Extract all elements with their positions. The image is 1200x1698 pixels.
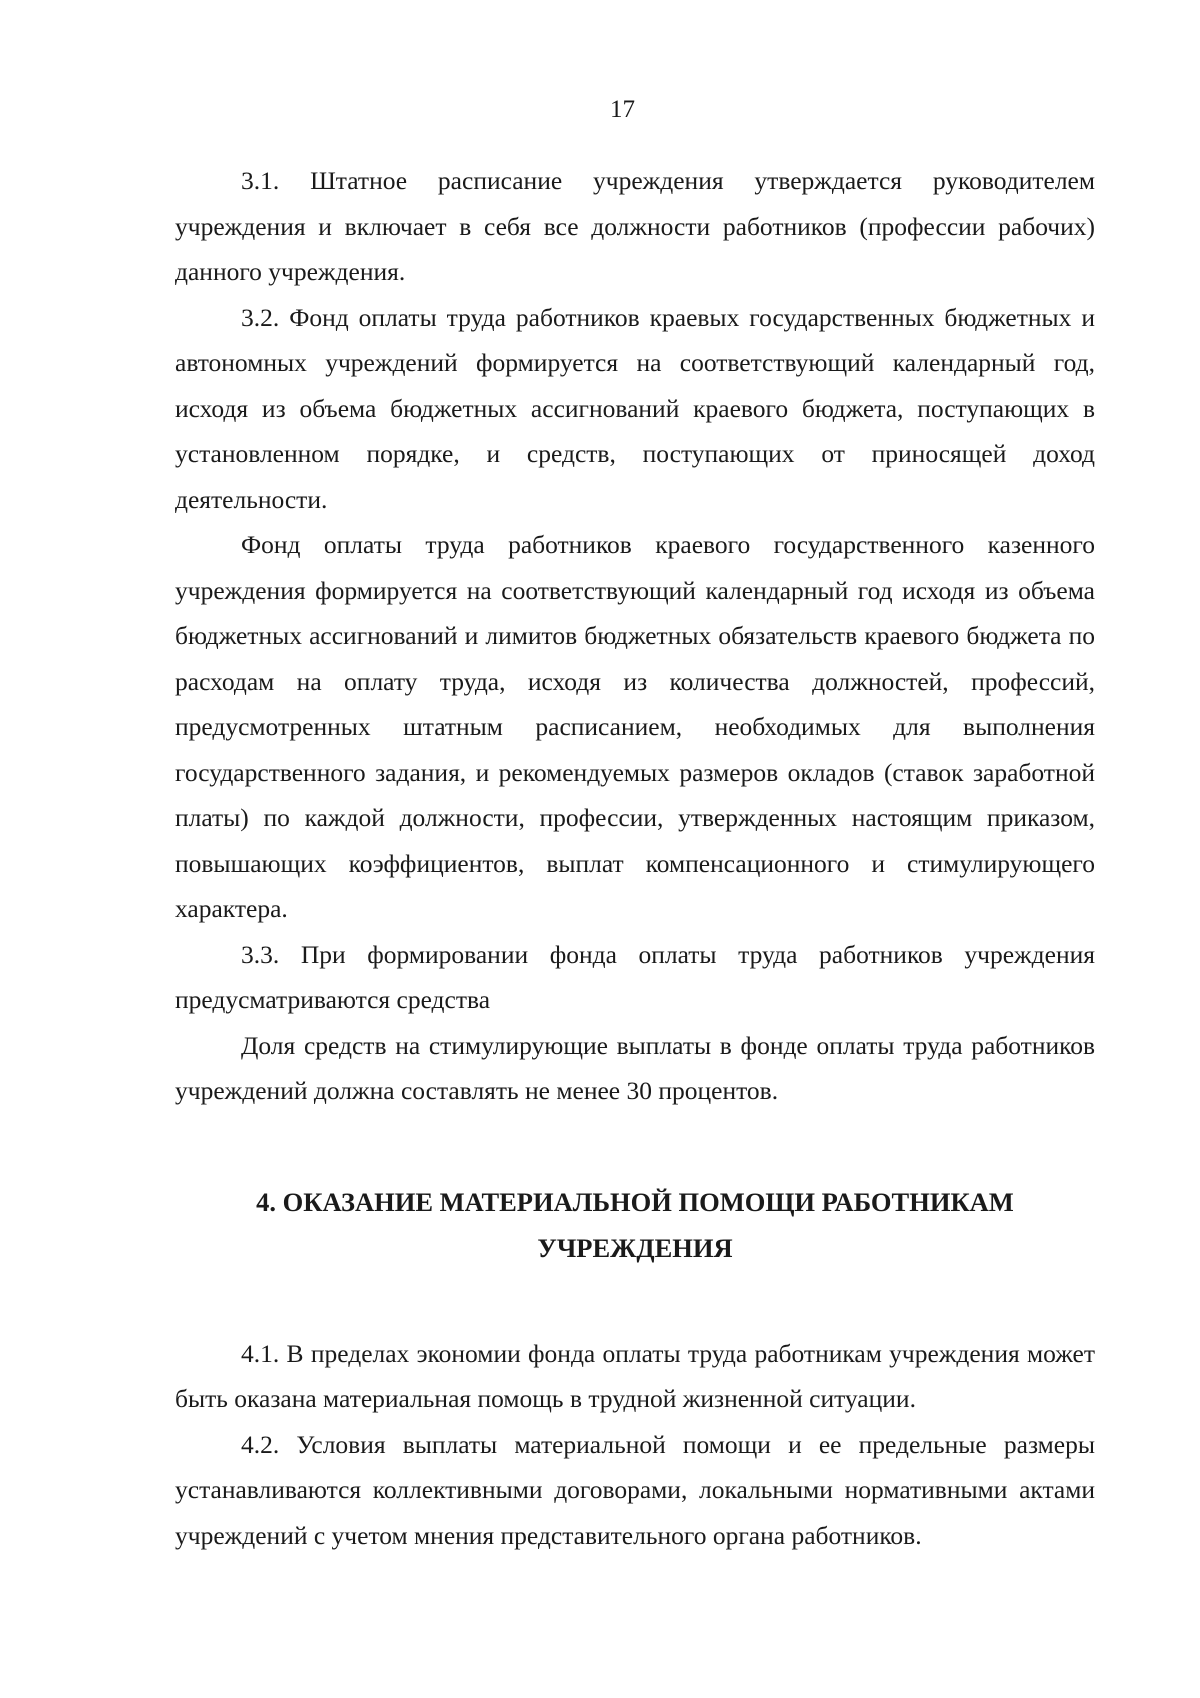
paragraph-3-1: 3.1. Штатное расписание учреждения утверждается руководителем учреждения и включает в себя все должности работников (профессии рабочих) данного учреждения. [175, 166, 1095, 286]
paragraph-4-1: 4.1. В пределах экономии фонда оплаты труда работникам учреждения может быть оказана материальная помощь в трудной жизненной ситуации. [175, 1338, 1095, 1413]
paragraph-3-3: 3.3. При формировании фонда оплаты труда работников учреждения предусматриваются средства [175, 939, 1095, 1014]
paragraph-4-2: 4.2. Условия выплаты материальной помощи и ее предельные размеры устанавливаются коллективными договорами, локальными нормативными актами учреждений с учетом мнения представительного органа работников. [175, 1429, 1095, 1550]
section-4-heading-line1: 4. ОКАЗАНИЕ МАТЕРИАЛЬНОЙ ПОМОЩИ РАБОТНИКАМ [256, 1186, 1014, 1217]
paragraph-fund-kazennoe: Фонд оплаты труда работников краевого государственного казенного учреждения формируется на соответствующий календарный год исходя из объема бюджетных ассигнований и лимитов бюджетных обязательств краевого бюджета по расходам на оплату труда, исходя из количества должностей, профессий, предусмотренных штатным расписанием, необходимых для выполнения государственного задания, и рекомендуемых размеров окладов (ставок заработной платы) по каждой должности, профессии, утвержденных настоящим приказом, повышающих коэффициентов, выплат компенсационного и стимулирующего характера. [175, 530, 1095, 923]
paragraph-incentive-share: Доля средств на стимулирующие выплаты в фонде оплаты труда работников учреждений должна составлять не менее 30 процентов. [175, 1030, 1095, 1105]
document-body [175, 158, 1095, 1558]
page-number: 17 [610, 96, 635, 123]
section-4-heading-line2: УЧРЕЖДЕНИЯ [537, 1232, 733, 1263]
section-4-heading [175, 1179, 1095, 1271]
paragraph-3-2: 3.2. Фонд оплаты труда работников краевых государственных бюджетных и автономных учреждений формируется на соответствующий календарный год, исходя из объема бюджетных ассигнований краевого бюджета, поступающих в установленном порядке, и средств, поступающих от приносящей доход деятельности. [175, 302, 1095, 514]
